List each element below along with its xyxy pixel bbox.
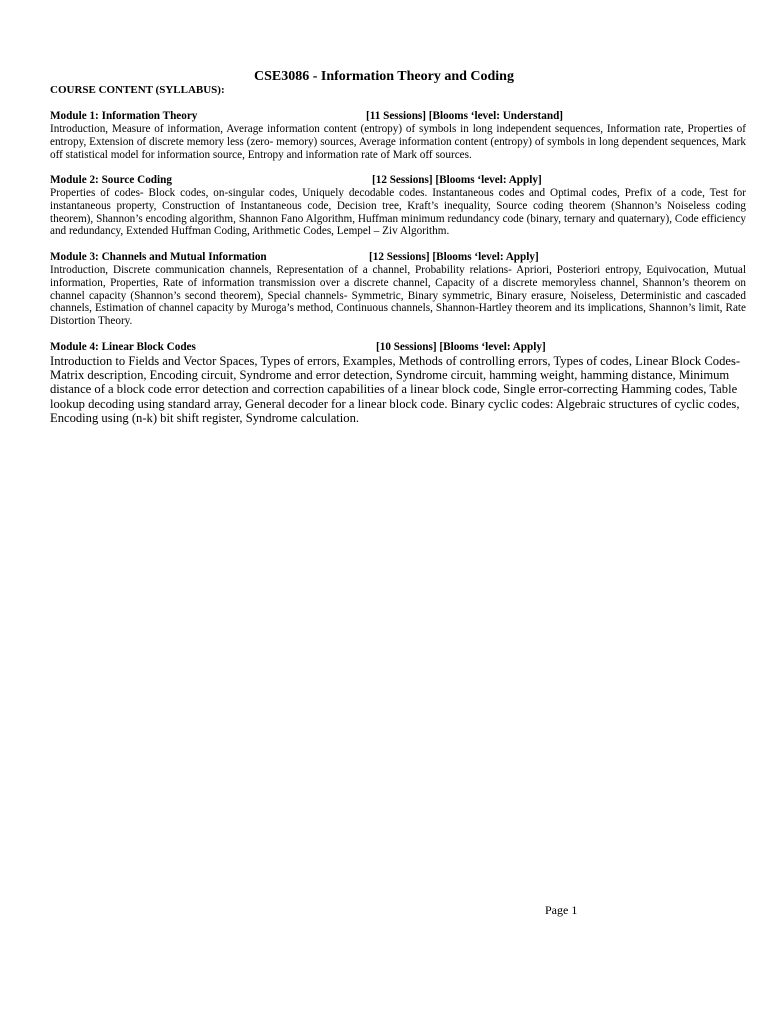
module-4 — [50, 341, 746, 425]
module-2 — [50, 174, 746, 238]
module-1-heading — [50, 110, 746, 123]
module-4-content: Introduction to Fields and Vector Spaces, Types of errors, Examples, Methods of controlling errors, Types of codes, Linear Block Codes- Matrix description, Encoding circuit, Syndrome and error detection, Syndrome circuit, hamming weight, hamming distance, Minimum distance of a block code error detection and correction capabilities of a linear block code, Single error-correcting Hamming codes, Table lookup decoding using standard array, General decoder for a linear block code. Binary cyclic codes: Algebraic structures of cyclic codes, Encoding using (n-k) bit shift register, Syndrome calculation. — [50, 354, 741, 425]
module-1-name: Module 1: Information Theory — [50, 110, 198, 122]
module-2-heading — [50, 174, 746, 187]
module-2-content: Properties of codes- Block codes, on-singular codes, Uniquely decodable codes. Instantaneous codes and Optimal codes, Prefix of a code, Test for instantaneous property, Construction of Instantaneous code, Decision tree, Kraft’s inequality, Source coding theorem (Shannon’s Noiseless coding theorem), Shannon’s encoding algorithm, Shannon Fano Algorithm, Huffman minimum redundancy code (binary, ternary and quaternary), Code efficiency and redundancy, Extended Huffman Coding, Arithmetic Codes, Lempel – Ziv Algorithm. — [50, 187, 746, 238]
page-number: Page 1 — [545, 903, 578, 917]
module-2-meta: [12 Sessions] [Blooms ‘level: Apply] — [372, 174, 542, 186]
module-1-meta: [11 Sessions] [Blooms ‘level: Understand] — [366, 110, 564, 122]
module-3-meta: [12 Sessions] [Blooms ‘level: Apply] — [369, 251, 539, 263]
module-4-heading — [50, 341, 746, 354]
module-1 — [50, 110, 746, 161]
module-3-content: Introduction, Discrete communication channels, Representation of a channel, Probability relations- Apriori, Posteriori entropy, Equivocation, Mutual information, Properties, Rate of information transmission over a discrete channel, Capacity of a discrete memoryless channel, Shannon’s theorem on channel capacity (Shannon’s second theorem), Special channels- Symmetric, Binary symmetric, Binary erasure, Noiseless, Deterministic and cascaded channels, Estimation of channel capacity by Muroga’s method, Continuous channels, Shannon-Hartley theorem and its implications, Shannon’s limit, Rate Distortion Theory. — [50, 264, 746, 328]
module-3-heading — [50, 251, 746, 264]
section-heading: COURSE CONTENT (SYLLABUS): — [50, 84, 225, 96]
module-4-meta: [10 Sessions] [Blooms ‘level: Apply] — [376, 341, 546, 353]
module-4-name: Module 4: Linear Block Codes — [50, 341, 196, 353]
module-3 — [50, 251, 746, 328]
module-3-name: Module 3: Channels and Mutual Information — [50, 251, 267, 263]
module-2-name: Module 2: Source Coding — [50, 174, 172, 186]
page-title: CSE3086 - Information Theory and Coding — [254, 69, 514, 84]
module-1-content: Introduction, Measure of information, Average information content (entropy) of symbols in long independent sequences, Information rate, Properties of entropy, Extension of discrete memory less (zero- memory) sources, Average information content (entropy) of symbols in long dependent sequences, Mark off statistical model for information source, Entropy and information rate of Mark off sources. — [50, 123, 746, 161]
